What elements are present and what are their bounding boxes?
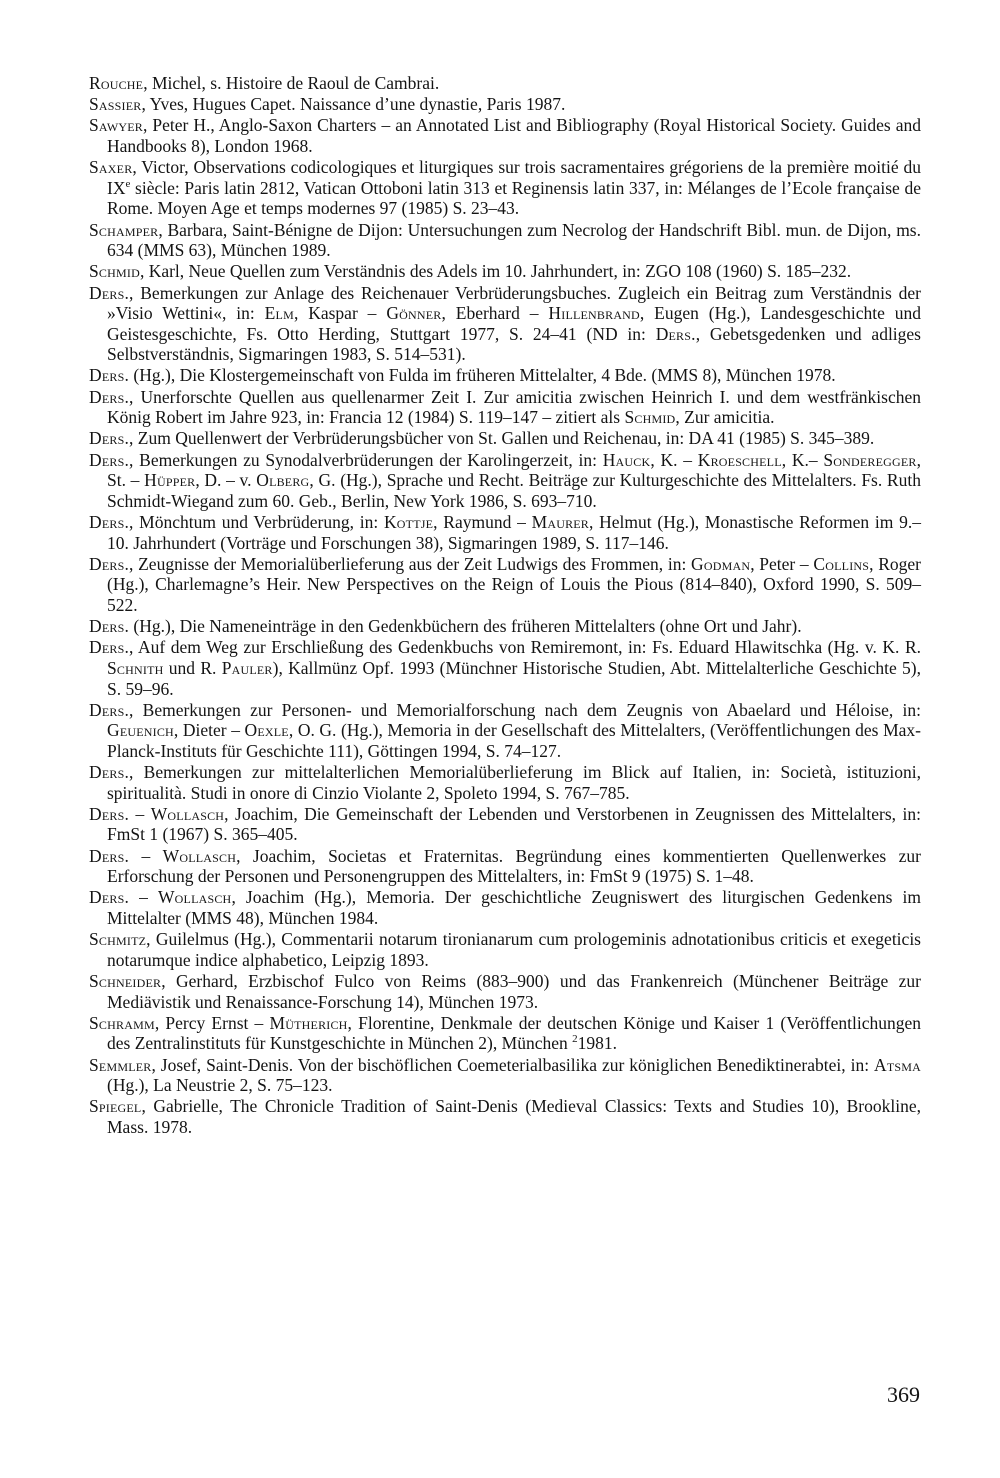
entry-text: , Josef, Saint-Denis. Von der bischöflichen Coemeterialbasilika zur königlichen Benediktinerabtei, in:: [151, 1054, 875, 1075]
author-name: Ders.: [89, 365, 130, 386]
author-name: Ders.: [89, 887, 130, 908]
author-name: Schramm: [89, 1012, 155, 1033]
author-name: Ders.: [89, 428, 130, 449]
entry-text: , Karl, Neue Quellen zum Verständnis des Adels im 10. Jahrhundert, in: ZGO 108 (1960) S. 185–232.: [139, 261, 852, 282]
entry-text: , Percy Ernst –: [154, 1012, 270, 1033]
entry-text: , O. G. (Hg.), Memoria in der Gesellschaft des Mittelalters, (Veröffentlichungen des Max-Planck-Instituts für Geschichte 111), Göttingen 1994, S. 74–127.: [107, 720, 921, 761]
author-name: Ders.: [89, 637, 130, 658]
author-name: Mütherich: [269, 1012, 348, 1033]
entry-text: , Florentine, Denkmale der deutschen Könige und Kaiser 1 (Veröffentlichungen des Zentralinstituts für Kunstgeschichte in München 2), München: [107, 1012, 922, 1054]
entry-text: , D. – v.: [195, 470, 257, 491]
entry-text: , Gerhard, Erzbischof Fulco von Reims (883–900) und das Frankenreich (Münchener Beiträge zur Mediävistik und Renaissance-Forschung 14), München 1973.: [107, 971, 921, 1012]
author-name: Schmid: [89, 261, 140, 282]
author-name: Ders.: [89, 282, 130, 303]
author-name: Maurer: [531, 512, 590, 532]
entry-text: , Zur amicitia.: [675, 407, 775, 428]
entry-text: –: [129, 845, 163, 866]
author-name: Schneider: [89, 971, 162, 991]
author-name: Semmler: [89, 1054, 152, 1075]
author-name: Kottje: [383, 512, 434, 532]
bibliography-list: [89, 73, 921, 1138]
bibliography-entry: [89, 261, 921, 282]
entry-text: , Roger (Hg.), Charlemagne’s Heir. New Perspectives on the Reign of Louis the Pious (814–840), Oxford 1990, S. 509–522.: [107, 553, 921, 615]
entry-text: , G. (Hg.), Sprache und Recht. Beiträge zur Kulturgeschichte des Mittelalters. Fs. Ruth Schmidt-Wiegand zum 60. Geb., Berlin, New York 1986, S. 693–710.: [107, 470, 921, 511]
entry-text: , Peter –: [750, 553, 814, 574]
author-name: Godman: [691, 553, 751, 574]
author-name: Sonderegger: [823, 449, 917, 470]
entry-text: , Unerforschte Quellen aus quellenarmer Zeit I. Zur amicitia zwischen Heinrich I. und dem westfränkischen König Robert im Jahre 923, in: Francia 12 (1984) S. 119–147 – zitiert als: [107, 386, 921, 428]
author-name: Ders.: [655, 323, 696, 344]
bibliography-entry: [89, 365, 921, 386]
author-name: Rouche: [89, 73, 144, 93]
entry-text: , Bemerkungen zur mittelalterlichen Memorialüberlieferung im Blick auf Italien, in: Società, istituzioni, spiritualità. Studi in onore di Cinzio Violante 2, Spoleto 1994, S. 767–785.: [107, 762, 921, 803]
entry-text: , Bemerkungen zur Personen- und Memorialforschung nach dem Zeugnis von Abaelard und Héloise, in:: [129, 699, 921, 720]
entry-text: , Joachim (Hg.), Memoria. Der geschichtliche Zeugniswert des liturgischen Gedenkens im Mittelalter (MMS 48), München 1984.: [107, 887, 922, 929]
bibliography-entry: [89, 157, 921, 219]
entry-text: , Joachim, Societas et Fraternitas. Begründung eines kommentierten Quellenwerkes zur Erforschung der Personen und Personengruppen des Mittelalters, in: FmSt 9 (1975) S. 1–48.: [107, 845, 921, 887]
entry-text: , Michel, s. Histoire de Raoul de Cambrai.: [143, 73, 440, 93]
entry-text: , Guilelmus (Hg.), Commentarii notarum tironianarum cum prologeminis adnotationibus criticis et exegeticis notarumque indice alphabetico, Leipzig 1893.: [107, 929, 921, 970]
author-name: Olberg: [256, 470, 310, 491]
bibliography-entry: [89, 1055, 921, 1096]
entry-text: , Eugen (Hg.), Landesgeschichte und Geistesgeschichte, Fs. Otto Herding, Stuttgart 1977, S. 24–41 (ND in:: [107, 303, 921, 344]
bibliography-entry: [89, 1096, 921, 1137]
author-name: Ders.: [89, 386, 130, 407]
entry-text: (Hg.), Die Klostergemeinschaft von Fulda im früheren Mittelalter, 4 Bde. (MMS 8), München 1978.: [129, 365, 836, 386]
entry-text: (Hg.), Die Nameneinträge in den Gedenkbüchern des früheren Mittelalters (ohne Ort und Jahr).: [129, 616, 802, 637]
bibliography-entry: [89, 220, 921, 261]
entry-text: , K. –: [650, 449, 698, 470]
bibliography-entry: [89, 762, 921, 803]
entry-text: , Peter H., Anglo-Saxon Charters – an Annotated List and Bibliography (Royal Historical Society. Guides and Handbooks 8), London 1968.: [107, 115, 921, 156]
author-name: Kroeschell: [697, 449, 782, 470]
author-name: Gönner: [386, 303, 442, 324]
entry-text: , Mönchtum und Verbrüderung, in:: [129, 512, 384, 532]
bibliography-entry: [89, 887, 921, 928]
author-name: Wollasch: [150, 803, 225, 824]
entry-text: , Eberhard –: [441, 303, 549, 324]
bibliography-entry: [89, 428, 921, 449]
entry-text: , Dieter –: [173, 720, 245, 741]
entry-text: , Bemerkungen zu Synodalverbrüderungen der Karolingerzeit, in:: [129, 449, 603, 470]
author-name: Wollasch: [157, 887, 232, 908]
bibliography-entry: [89, 554, 921, 616]
entry-text: , Barbara, Saint-Bénigne de Dijon: Untersuchungen zum Necrolog der Handschrift Bibl. mun. de Dijon, ms. 634 (MMS 63), München 1989.: [107, 219, 921, 261]
author-name: Hillenbrand: [548, 303, 640, 324]
author-name: Atsma: [874, 1054, 921, 1075]
entry-text: , Joachim, Die Gemeinschaft der Lebenden und Verstorbenen in Zeugnissen des Mittelalters, in: FmSt 1 (1967) S. 365–405.: [107, 803, 921, 845]
bibliography-entry: [89, 94, 921, 115]
entry-text: , Bemerkungen zur Anlage des Reichenauer Verbrüderungsbuches. Zugleich ein Beitrag zum Verständnis der »Visio Wettini«, in:: [107, 282, 921, 324]
author-name: Ders.: [89, 845, 130, 866]
entry-text: , Raymund –: [433, 512, 532, 532]
entry-text: –: [129, 803, 151, 824]
author-name: Spiegel: [89, 1096, 142, 1117]
entry-text: siècle: Paris latin 2812, Vatican Ottoboni latin 313 et Reginensis latin 337, in: Mélanges de l’Ecole française de Rome. Moyen Age et temps modernes 97 (1985) S. 23–43.: [107, 177, 921, 219]
author-name: Ders.: [89, 616, 130, 637]
author-name: Ders.: [89, 512, 130, 532]
author-name: Sassier: [89, 94, 142, 115]
bibliography-entry: [89, 115, 921, 156]
author-name: Sawyer: [89, 115, 143, 136]
bibliography-entry: [89, 512, 921, 553]
bibliography-entry: [89, 450, 921, 512]
bibliography-entry: [89, 846, 921, 887]
entry-text: 1981.: [577, 1033, 617, 1054]
author-name: Collins: [813, 553, 870, 574]
author-name: Schmitz: [89, 929, 147, 950]
entry-text: , Zum Quellenwert der Verbrüderungsbücher von St. Gallen und Reichenau, in: DA 41 (1985) S. 345–389.: [129, 428, 875, 449]
bibliography-entry: [89, 387, 921, 428]
entry-text: , Auf dem Weg zur Erschließung des Gedenkbuchs von Remiremont, in: Fs. Eduard Hlawitschka (Hg. v. K. R.: [129, 637, 921, 658]
author-name: Ders.: [89, 803, 130, 824]
entry-text: , Gabrielle, The Chronicle Tradition of Saint-Denis (Medieval Classics: Texts and Studies 10), Brookline, Mass. 1978.: [107, 1096, 921, 1137]
author-name: Oexle: [244, 720, 289, 741]
author-name: Schnith: [107, 657, 164, 678]
entry-text: –: [129, 887, 158, 908]
entry-text: , Gebetsgedenken und adliges Selbstverständnis, Sigmaringen 1983, S. 514–531).: [107, 323, 921, 365]
bibliography-entry: [89, 700, 921, 762]
bibliography-entry: [89, 971, 921, 1012]
superscript: e: [125, 177, 131, 190]
entry-text: (Hg.), La Neustrie 2, S. 75–123.: [107, 1075, 333, 1096]
author-name: Saxer: [89, 157, 133, 178]
entry-text: , K.–: [781, 449, 824, 470]
entry-text: , Zeugnisse der Memorialüberlieferung aus der Zeit Ludwigs des Frommen, in:: [129, 553, 692, 574]
author-name: Schmid: [624, 407, 676, 428]
author-name: Geuenich: [107, 720, 174, 741]
bibliography-entry: [89, 804, 921, 845]
author-name: Ders.: [89, 762, 130, 783]
superscript: 2: [572, 1033, 578, 1046]
author-name: Hauck: [602, 449, 651, 470]
bibliography-entry: [89, 929, 921, 970]
entry-text: , Helmut (Hg.), Monastische Reformen im 9.–10. Jahrhundert (Vorträge und Forschungen 38), Sigmaringen 1989, S. 117–146.: [107, 512, 921, 553]
bibliography-entry: [89, 637, 921, 699]
author-name: Schamper: [89, 219, 159, 240]
author-name: Ders.: [89, 449, 130, 470]
author-name: Pauler: [221, 657, 273, 678]
author-name: Ders.: [89, 553, 130, 574]
entry-text: , Kaspar –: [293, 303, 387, 324]
entry-text: , St. –: [107, 449, 922, 491]
bibliography-entry: [89, 1013, 921, 1054]
entry-text: , Victor, Observations codicologiques et liturgiques sur trois sacramentaires grégoriens de la première moitié du IX: [107, 157, 921, 198]
bibliography-entry: [89, 73, 921, 94]
entry-text: , Yves, Hugues Capet. Naissance d’une dynastie, Paris 1987.: [141, 94, 566, 115]
bibliography-entry: [89, 283, 921, 365]
author-name: Elm: [264, 303, 294, 324]
entry-text: und R.: [163, 657, 222, 678]
author-name: Hüpper: [144, 470, 196, 491]
author-name: Ders.: [89, 699, 130, 720]
author-name: Wollasch: [162, 845, 237, 866]
bibliography-entry: [89, 616, 921, 637]
entry-text: ), Kallmünz Opf. 1993 (Münchner Historische Studien, Abt. Mittelalterliche Geschichte 5), S. 59–96.: [107, 657, 921, 699]
page-number: 369: [887, 1382, 920, 1407]
